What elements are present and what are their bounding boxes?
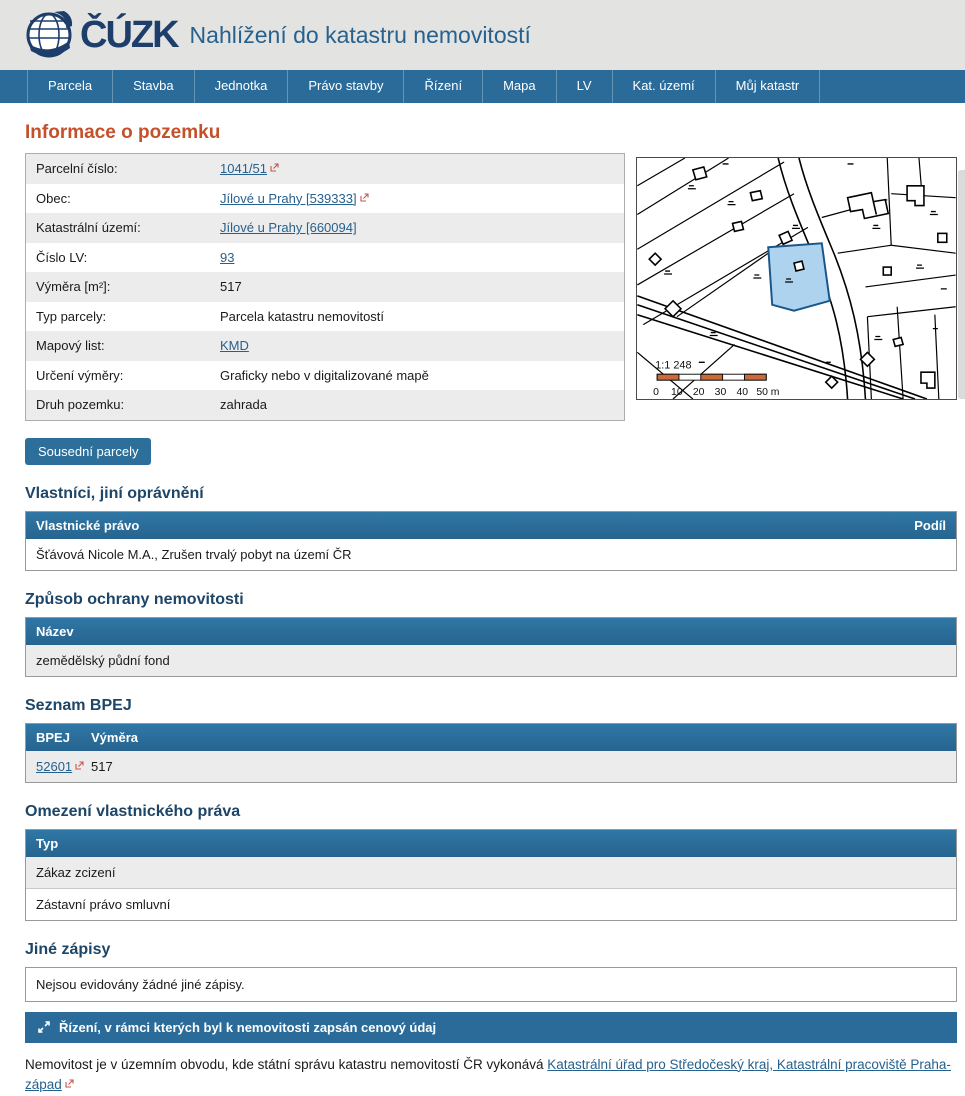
- external-link-icon: [360, 193, 369, 202]
- row-label: Mapový list:: [26, 338, 216, 353]
- table-row: [26, 243, 624, 273]
- table-row: [26, 154, 624, 184]
- scale-ratio-label: 1:1 248: [655, 359, 691, 371]
- table-row: [26, 331, 624, 361]
- row-label: Druh pozemku:: [26, 397, 216, 412]
- owner-row: [26, 539, 956, 570]
- parcel-type-value: Parcela katastru nemovitostí: [216, 309, 388, 324]
- nav-pravo-stavby[interactable]: Právo stavby: [288, 70, 404, 103]
- nav-jednotka[interactable]: Jednotka: [195, 70, 289, 103]
- owners-table: [25, 511, 957, 571]
- nav-mapa[interactable]: Mapa: [483, 70, 557, 103]
- area-determination-value: Graficky nebo v digitalizované mapě: [216, 368, 433, 383]
- cuzk-logo[interactable]: [24, 10, 178, 60]
- parcel-info-table: [25, 153, 625, 421]
- table-row: [26, 302, 624, 332]
- nav-muj-katastr[interactable]: Můj katastr: [716, 70, 821, 103]
- col-share: Podíl: [914, 518, 946, 533]
- owners-table-header: [26, 512, 956, 539]
- site-header: [0, 0, 965, 70]
- protection-table: [25, 617, 957, 677]
- jurisdiction-text: Nemovitost je v územním obvodu, kde státní správu katastru nemovitostí ČR vykonává: [25, 1057, 547, 1072]
- col-area: Výměra: [91, 730, 138, 745]
- restriction-value: Zákaz zcizení: [36, 865, 115, 880]
- expand-icon: [38, 1021, 50, 1033]
- owner-name: Šťávová Nicole M.A., Zrušen trvalý pobyt na území ČR: [36, 547, 352, 562]
- nav-lv[interactable]: LV: [557, 70, 613, 103]
- other-records-text: Nejsou evidovány žádné jiné zápisy.: [36, 977, 245, 992]
- scale-tick: 20: [693, 387, 705, 398]
- bpej-section-title: Seznam BPEJ: [25, 697, 957, 715]
- cadastral-office-link[interactable]: Katastrální úřad pro Středočeský kraj, Katastrální pracoviště Praha-západ: [25, 1057, 951, 1093]
- parcel-number-link[interactable]: 1041/51: [220, 161, 267, 176]
- row-label: Parcelní číslo:: [26, 161, 216, 176]
- owners-section-title: Vlastníci, jiní oprávnění: [25, 485, 957, 503]
- table-row: [26, 272, 624, 302]
- nav-stavba[interactable]: Stavba: [113, 70, 194, 103]
- land-type-value: zahrada: [216, 397, 271, 412]
- bpej-table: [25, 723, 957, 783]
- restrictions-section-title: Omezení vlastnického práva: [25, 803, 957, 821]
- municipality-link[interactable]: Jílové u Prahy [539333]: [220, 191, 357, 206]
- price-proceedings-expand-bar[interactable]: [25, 1012, 957, 1043]
- scale-tick: 0: [653, 387, 659, 398]
- globe-icon: [24, 10, 76, 60]
- scale-tick: 30: [715, 387, 727, 398]
- row-label: Výměra [m²]:: [26, 279, 216, 294]
- table-row: [26, 361, 624, 391]
- page-title: Informace o pozemku: [25, 122, 957, 144]
- area-value: 517: [216, 279, 246, 294]
- main-nav: [0, 70, 965, 103]
- row-label: Číslo LV:: [26, 250, 216, 265]
- row-label: Určení výměry:: [26, 368, 216, 383]
- bpej-area-value: 517: [91, 759, 113, 774]
- jurisdiction-note: [25, 1055, 965, 1096]
- scale-tick: 40: [736, 387, 748, 398]
- table-row: [26, 390, 624, 420]
- row-label: Katastrální území:: [26, 220, 216, 235]
- other-records-section-title: Jiné zápisy: [25, 941, 957, 959]
- row-label: Typ parcely:: [26, 309, 216, 324]
- site-title: Nahlížení do katastru nemovitostí: [190, 22, 531, 49]
- protection-section-title: Způsob ochrany nemovitosti: [25, 591, 957, 609]
- map-side-strip: [958, 170, 965, 399]
- col-ownership-right: Vlastnické právo: [36, 518, 139, 533]
- restrictions-table: [25, 829, 957, 921]
- bpej-row: [26, 751, 956, 782]
- external-link-icon: [270, 163, 279, 172]
- table-row: [26, 184, 624, 214]
- expand-bar-label: Řízení, v rámci kterých byl k nemovitosti zapsán cenový údaj: [59, 1020, 436, 1035]
- col-type: Typ: [36, 836, 58, 851]
- bpej-code-link[interactable]: 52601: [36, 759, 72, 774]
- external-link-icon: [65, 1079, 74, 1088]
- cadastral-map[interactable]: [636, 157, 957, 400]
- protection-value: zemědělský půdní fond: [36, 653, 170, 668]
- restriction-value: Zástavní právo smluvní: [36, 897, 170, 912]
- logo-text: ČÚZK: [80, 14, 178, 57]
- protection-row: [26, 645, 956, 676]
- lv-number-link[interactable]: 93: [220, 250, 234, 265]
- restrictions-table-header: [26, 830, 956, 857]
- map-sheet-link[interactable]: KMD: [220, 338, 249, 353]
- scale-tick: 10: [671, 387, 683, 398]
- col-name: Název: [36, 624, 74, 639]
- nav-kat-uzemi[interactable]: Kat. území: [613, 70, 716, 103]
- nav-parcela[interactable]: Parcela: [27, 70, 113, 103]
- restriction-row: [26, 857, 956, 888]
- neighboring-parcels-button[interactable]: Sousední parcely: [25, 438, 151, 465]
- scale-tick: 50 m: [756, 387, 779, 398]
- map-container: [636, 157, 957, 400]
- nav-rizeni[interactable]: Řízení: [404, 70, 483, 103]
- external-link-icon: [75, 761, 84, 770]
- bpej-table-header: [26, 724, 956, 751]
- row-label: Obec:: [26, 191, 216, 206]
- col-bpej: BPEJ: [36, 730, 91, 745]
- cadastral-area-link[interactable]: Jílové u Prahy [660094]: [220, 220, 357, 235]
- table-row: [26, 213, 624, 243]
- restriction-row: [26, 888, 956, 920]
- protection-table-header: [26, 618, 956, 645]
- other-records-box: [25, 967, 957, 1002]
- highlighted-parcel[interactable]: [768, 243, 829, 310]
